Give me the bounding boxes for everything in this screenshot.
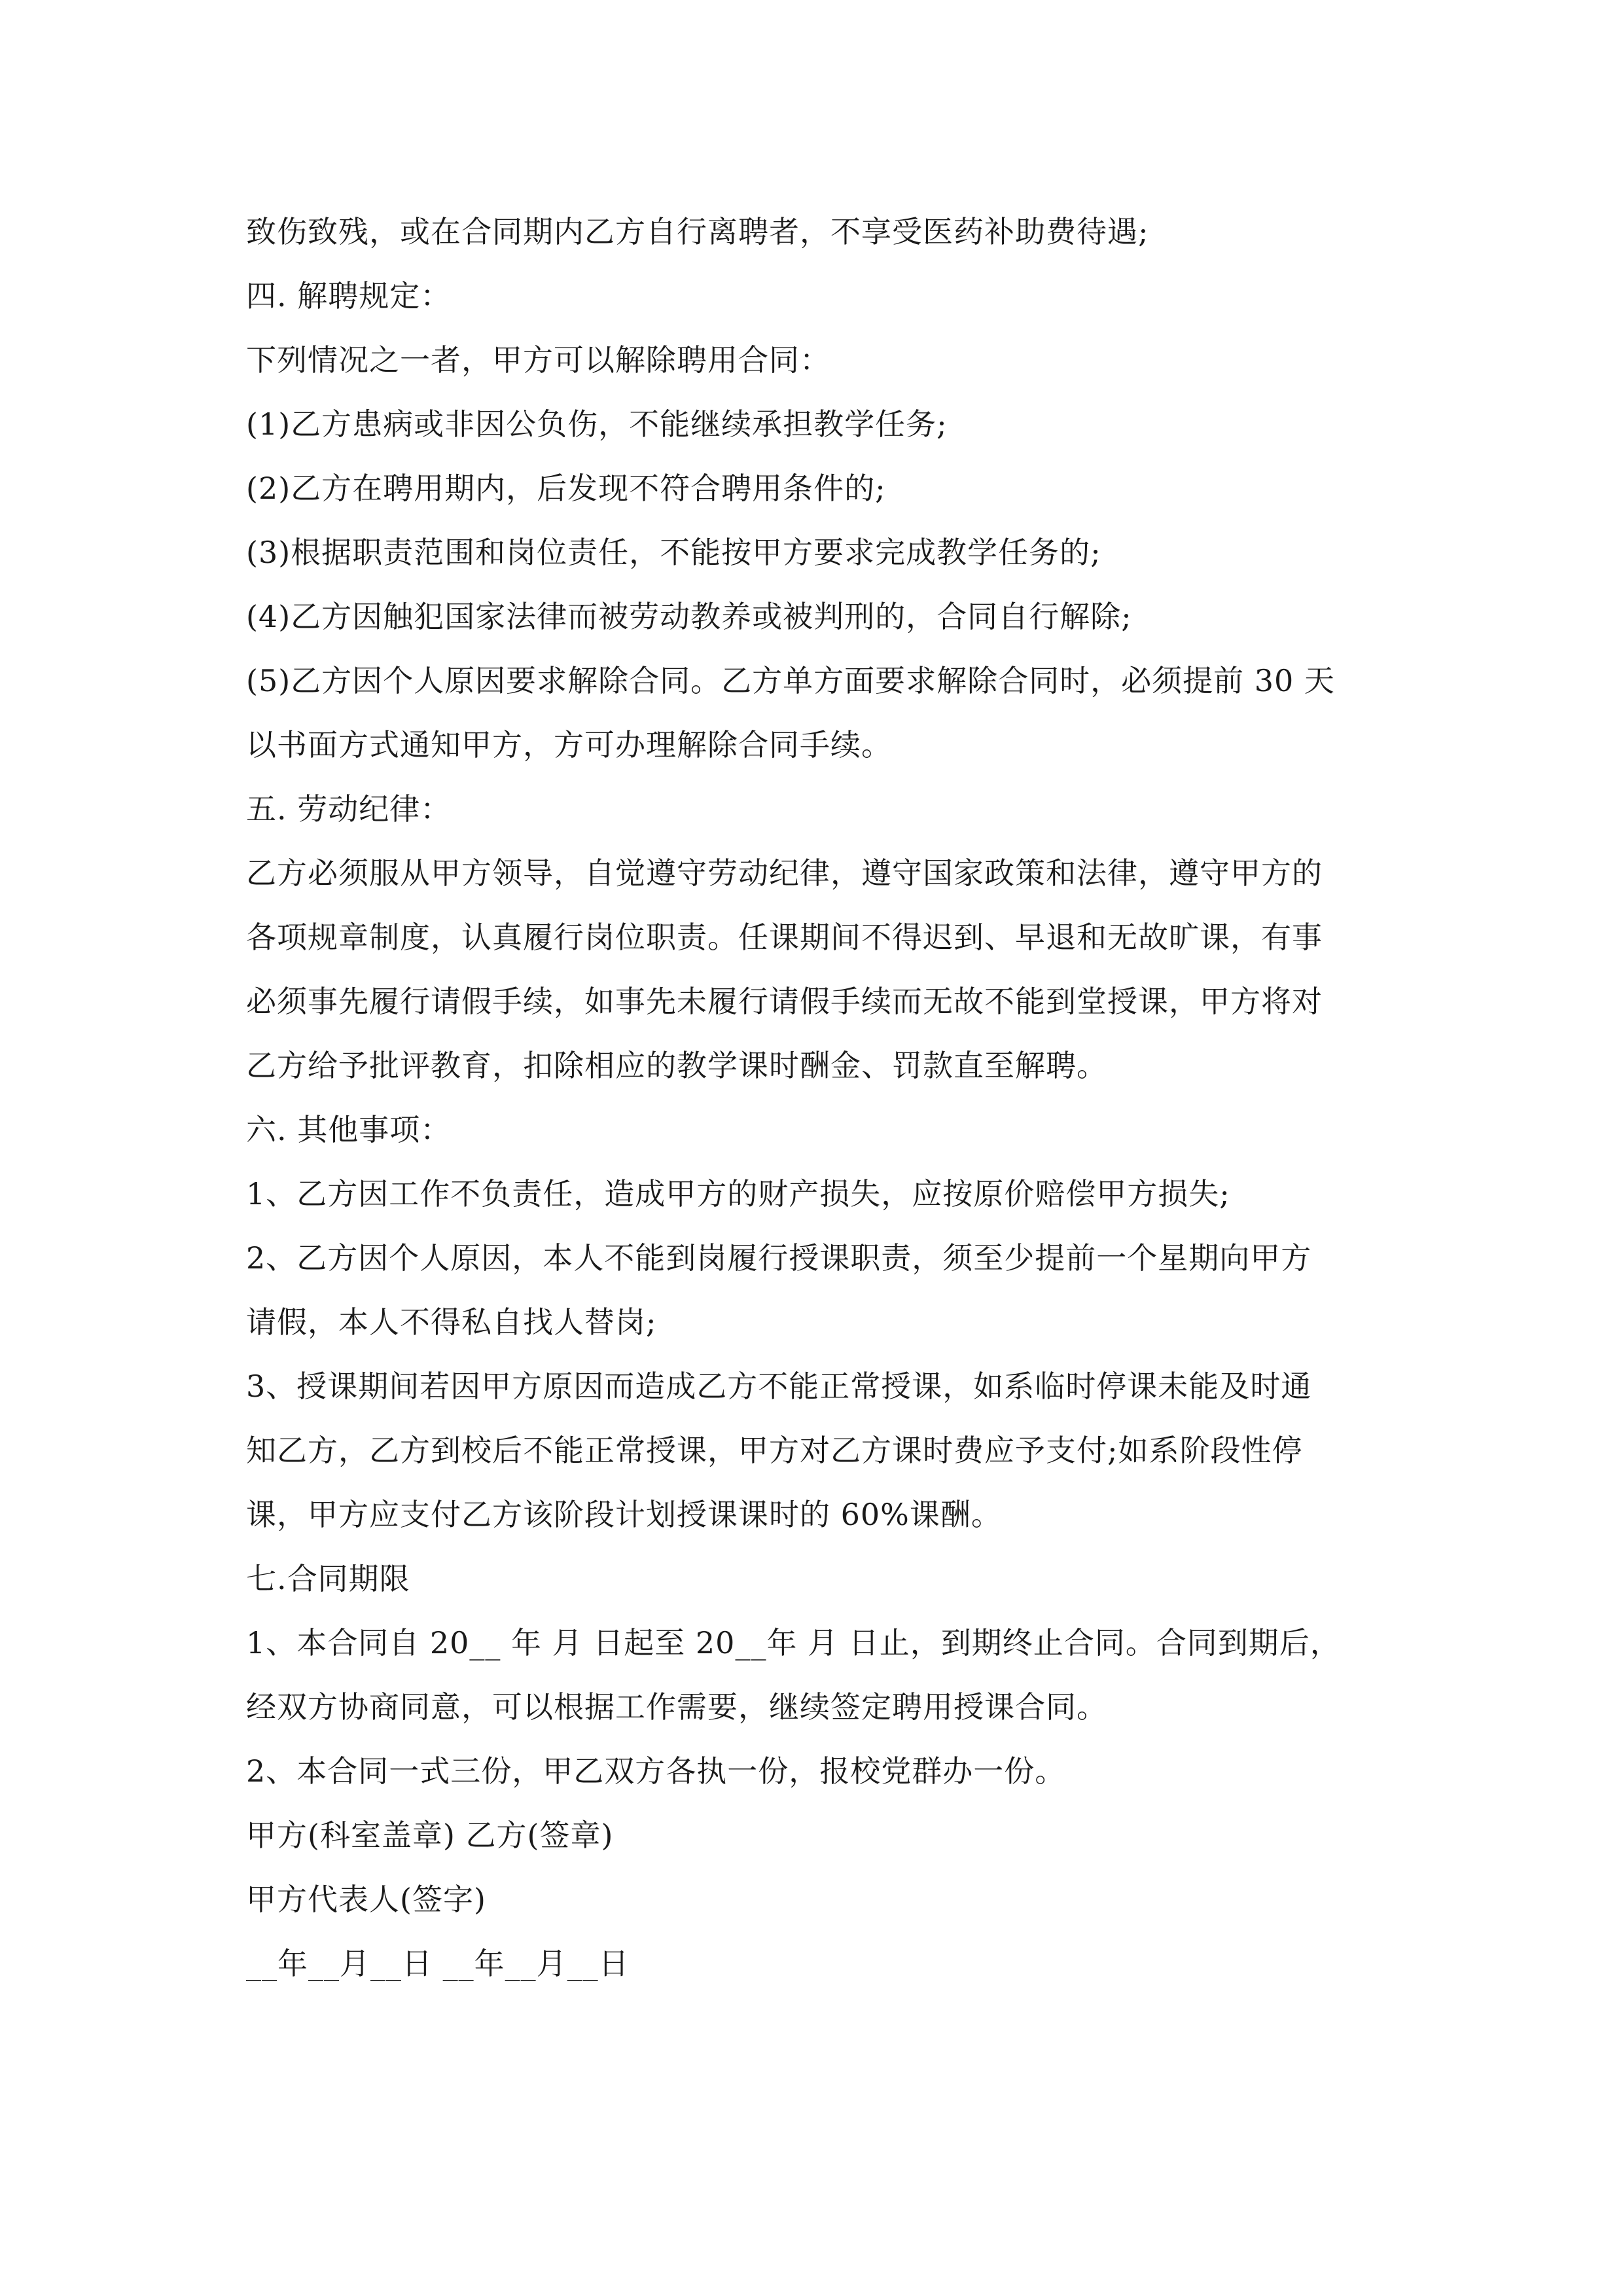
text-line: 经双方协商同意，可以根据工作需要，继续签定聘用授课合同。 [246, 1689, 1107, 1725]
text-line: 乙方必须服从甲方领导，自觉遵守劳动纪律，遵守国家政策和法律，遵守甲方的 [246, 855, 1323, 891]
section-heading-5: 五. 劳动纪律： [246, 791, 452, 827]
text-line: 知乙方，乙方到校后不能正常授课，甲方对乙方课时费应予支付;如系阶段性停 [246, 1433, 1303, 1468]
section-heading-4: 四. 解聘规定： [246, 278, 452, 314]
document-body [246, 200, 1385, 1996]
text-line: 2、乙方因个人原因，本人不能到岗履行授课职责，须至少提前一个星期向甲方 [246, 1240, 1312, 1276]
text-line: (2)乙方在聘用期内，后发现不符合聘用条件的; [246, 471, 886, 506]
text-line: 下列情况之一者，甲方可以解除聘用合同： [246, 342, 830, 378]
text-line: 请假，本人不得私自找人替岗; [246, 1304, 657, 1340]
text-line: (4)乙方因触犯国家法律而被劳动教养或被判刑的，合同自行解除; [246, 599, 1132, 634]
signature-dates: __年__月__日 __年__月__日 [246, 1946, 630, 1981]
text-line: 以书面方式通知甲方，方可办理解除合同手续。 [246, 727, 892, 762]
signature-parties: 甲方(科室盖章) 乙方(签章) [246, 1818, 614, 1853]
text-line: (3)根据职责范围和岗位责任，不能按甲方要求完成教学任务的; [246, 535, 1101, 570]
text-line: (5)乙方因个人原因要求解除合同。乙方单方面要求解除合同时，必须提前 30 天 [246, 663, 1335, 698]
text-line: 致伤致残，或在合同期内乙方自行离聘者，不享受医药补助费待遇; [246, 214, 1149, 249]
text-line: 3、授课期间若因甲方原因而造成乙方不能正常授课，如系临时停课未能及时通 [246, 1369, 1312, 1404]
text-line: 1、本合同自 20__ 年 月 日起至 20__年 月 日止，到期终止合同。合同到期后， [246, 1625, 1341, 1660]
text-line: 乙方给予批评教育，扣除相应的教学课时酬金、罚款直至解聘。 [246, 1048, 1107, 1083]
text-line: 必须事先履行请假手续，如事先未履行请假手续而无故不能到堂授课，甲方将对 [246, 984, 1323, 1019]
text-line: 课，甲方应支付乙方该阶段计划授课课时的 60%课酬。 [246, 1497, 1002, 1532]
signature-representative: 甲方代表人(签字) [246, 1882, 486, 1917]
section-heading-6: 六. 其他事项： [246, 1112, 452, 1147]
text-line: 1、乙方因工作不负责任，造成甲方的财产损失，应按原价赔偿甲方损失; [246, 1176, 1230, 1211]
text-line: 各项规章制度，认真履行岗位职责。任课期间不得迟到、早退和无故旷课，有事 [246, 920, 1323, 955]
text-line: 2、本合同一式三份，甲乙双方各执一份，报校党群办一份。 [246, 1753, 1066, 1789]
section-heading-7: 七.合同期限 [246, 1561, 410, 1596]
text-line: (1)乙方患病或非因公负伤，不能继续承担教学任务; [246, 406, 948, 442]
